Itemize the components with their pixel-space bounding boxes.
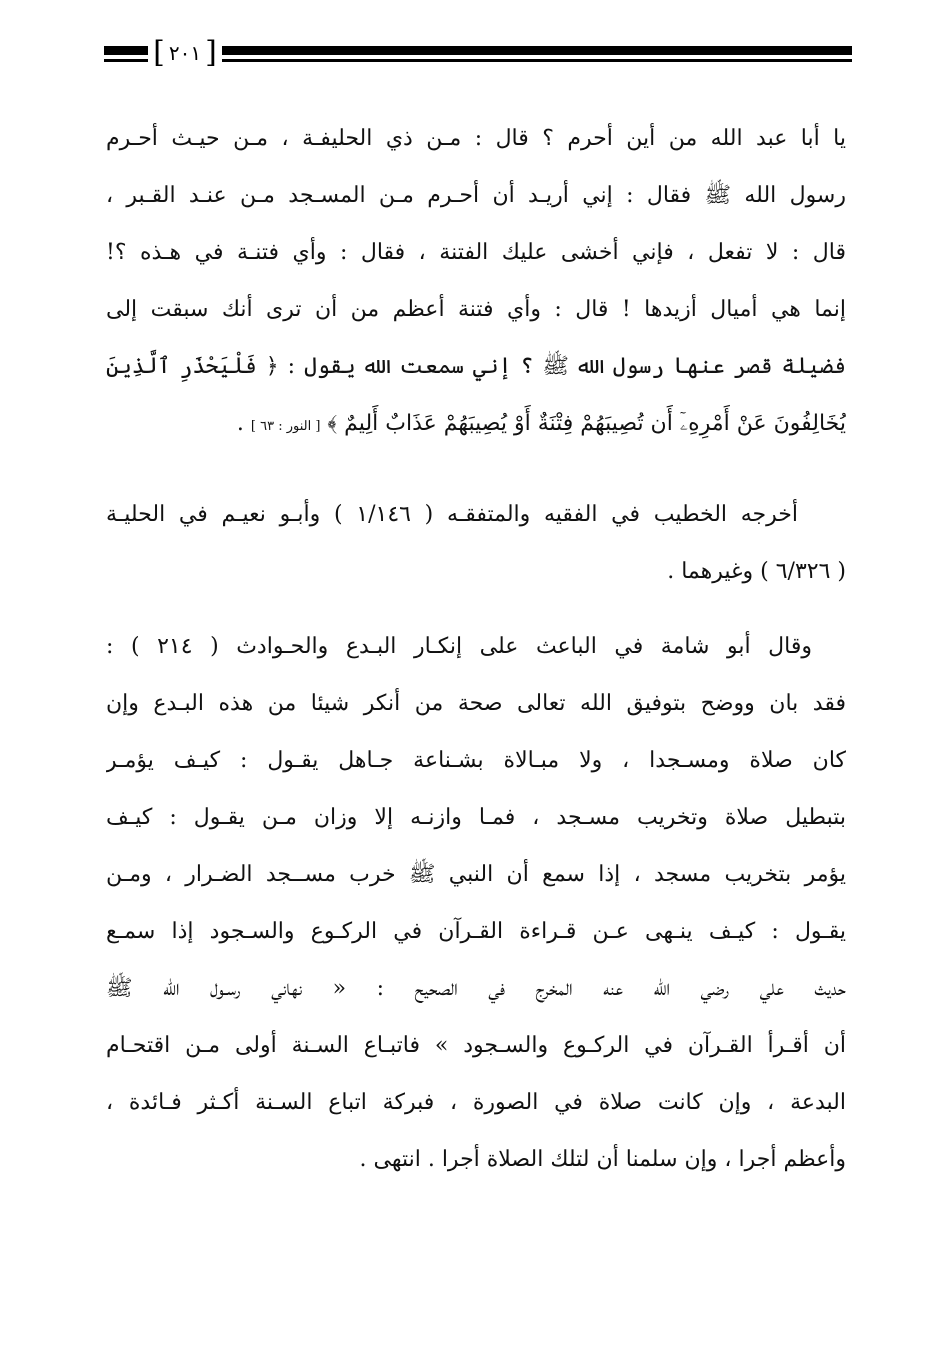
text-line: رسول الله ﷺ فقال : إني أريـد أن أحـرم مـن المسـجد مـن عنـد القـبر ، <box>106 183 846 208</box>
text-line: إنما هي أميال أزيدها ! قال : وأي فتنة أعظم من أن ترى أنك سبقت إلى <box>106 297 846 322</box>
text-line: فقد بان ووضح بتوفيق الله تعالى صحة من أنكر شيئا من هذه البـدع وإن <box>106 691 846 716</box>
text-line: ( ٦/٣٢٦ ) وغيرهما . <box>667 559 846 584</box>
text-line: وأعظم أجرا ، وإن سلمنا أن لتلك الصلاة أجرا . انتهى . <box>359 1147 846 1172</box>
text-line: يا أبا عبد الله من أين أحرم ؟ قال : مـن ذي الحليفـة ، مـن حيـث أحـرم <box>106 126 846 151</box>
text-line: أن أقـرأ القـرآن في الركـوع والسـجود » فاتبـاع السـنة أولى مـن اقتحـام <box>106 1033 846 1058</box>
text-line: أخرجه الخطيب في الفقيه والمتفقـه ( ١/١٤٦ ) وأبـو نعيـم في الحليـة <box>106 502 798 527</box>
header-rule-right <box>222 38 852 72</box>
paragraph-2 <box>106 486 846 600</box>
text-line: يؤمر بتخريب مسجد ، إذا سمع أن النبي ﷺ خرب مســجد الضـرار ، ومـن <box>106 862 846 887</box>
quran-verse: يُخَالِفُونَ عَنْ أَمْرِهِۦٓ أَن تُصِيبَهُمْ فِتْنَةٌ أَوْ يُصِيبَهُمْ عَذَابٌ أَلِيمٌ ﴾ <box>327 411 846 436</box>
period: . <box>236 411 244 436</box>
header-rule-left <box>104 38 148 72</box>
paragraph-1 <box>106 110 846 452</box>
text-line: البدعة ، وإن كانت صلاة في الصورة ، فبركة اتباع السـنة أكـثر فـائدة ، <box>106 1090 846 1115</box>
text-line: فضيلة قصر عنها رسول الله ﷺ ؟ إني سمعت الله يقول : ﴿ فَلْيَحْذَرِ ٱلَّذِينَ <box>106 354 846 379</box>
page-number: ٢٠١ <box>168 41 202 65</box>
text-line-quran <box>106 395 846 452</box>
page-number-box: [ ٢٠١ ] <box>153 35 217 70</box>
text-line: قال : لا تفعل ، فإني أخشى عليك الفتنة ، فقال : وأي فتنـة في هـذه ؟! <box>106 240 846 265</box>
page-header <box>104 35 852 72</box>
text-line: وقال أبو شامة في الباعث على إنكـار البـدع والحـوادث ( ٢١٤ ) : <box>106 634 813 659</box>
text-line: كان صلاة ومسـجدا ، ولا مبـالاة بشـناعة جـاهل يقـول : كيـف يؤمـر <box>106 748 846 773</box>
text-line: يقـول : كيـف ينـهى عـن قـراءة القـرآن في الركـوع والسـجود إذا سمـع <box>106 919 846 944</box>
verse-reference: [ النور : ٦٣ ] <box>250 419 321 434</box>
paragraph-3 <box>106 618 846 1188</box>
text-line: بتبطيل صلاة وتخريب مسـجد ، فمـا وازنـه إلا وزان مـن يقـول : كيـف <box>106 805 846 830</box>
text-line: حديث علي رضي الله عنه المخرج في الصحيح : « نهاني رسـول الله ﷺ <box>106 976 846 1001</box>
